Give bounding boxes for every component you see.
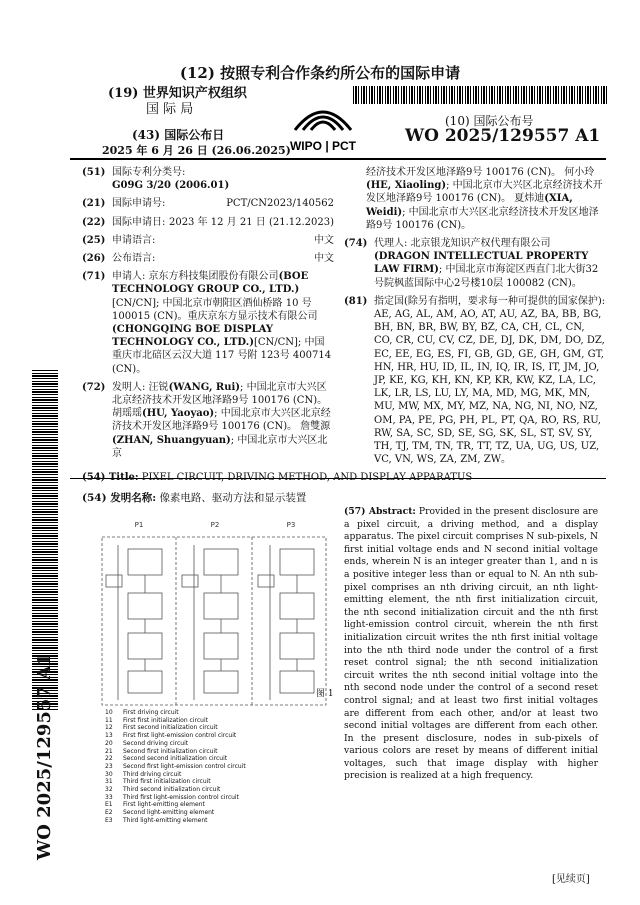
- subpixel-3: [258, 545, 314, 700]
- side-publication-number: WO 2025/129557 A1: [34, 653, 55, 860]
- field-74: (74) 代理人: 北京银龙知识产权代理有限公司(DRAGON INTELLECTUAL PROPERTY LAW FIRM); 中国北京市海淀区西直门北大街32号院枫蓝国际中心2号楼10层 100082 (CN)。: [344, 238, 599, 289]
- pub-lang-label: 公布语言:: [112, 253, 156, 265]
- app-no-label: 国际申请号:: [112, 198, 166, 210]
- figure-label: 图 1: [316, 689, 334, 699]
- filing-lang-label: 申请语言:: [112, 234, 156, 246]
- pubdate-label: (43) 国际公布日: [132, 128, 225, 142]
- inventor-c: ; 中国北京市大兴区北京经济技术开发区地泽路9号 100176 (CN)。 詹雙源: [112, 408, 331, 433]
- publication-number: WO 2025/129557 A1: [405, 126, 601, 146]
- field-71: (71) 申请人: 京东方科技集团股份有限公司(BOE TECHNOLOGY GROUP CO., LTD.)[CN/CN]; 中国北京市朝阳区酒仙桥路 10 号 100015 (CN)。重庆京东方显示技术有限公司(CHONGQING BOE DISPLAY TECHNOLOGY CO., LTD.)[CN/CN]; 中国重庆市北碚区云汉大道 117 号附 123号 400714 (CN)。: [82, 271, 332, 375]
- legend-item: E2 Second light-emitting element: [105, 809, 215, 817]
- subpixel-2: [182, 545, 238, 700]
- biblio-right: [344, 166, 606, 471]
- biblio-left: [82, 166, 334, 465]
- title-en-row: [82, 472, 472, 483]
- abstract-text: Provided in the present disclosure are a pixel circuit, a driving method, and a display apparatus. The pixel circuit comprises N sub-pixels, N first initial voltage ends and N second initial voltage ends, wherein N is an integer greater than 1, and n is a positive integer less than or equal to N. An nth sub-pixel comprises an nth driving circuit, an nth light-emitting element, the nth first initialization circuit, the nth second initialization circuit and the nth first light-emission control circuit, wherein the nth first initialization circuit writes the nth first initial voltage into the nth third node under the control of a first reset control signal; the nth second initialization circuit writes the nth second initial voltage into the nth second node under the control of a second reset control signal; and at least two first initial voltages are different from each other, and/or at least two second initial voltages are different from each other. In the present disclosure, nodes in sub-pixels of various colors are reset by means of different initial voltages, such that image display with higher precision is realized at a high frequency.: [344, 506, 599, 782]
- cont-b: ; 中国北京市大兴区北京经济技术开发区地泽路9号 100176 (CN)。 夏炜迪: [366, 180, 603, 205]
- abstract-label: (57) Abstract:: [344, 506, 416, 517]
- title-cn: 像素电路、驱动方法和显示装置: [159, 492, 307, 504]
- field-22: (22) 国际申请日: 2023 年 12 月 21 日 (21.12.2023): [82, 216, 334, 228]
- field-81: (81) 指定国(除另有指明，要求每一种可提供的国家保护): AE, AG, AL, AM, AO, AT, AU, AZ, BA, BB, BG, BH, BN, BR, BW, BY, BZ, CA, CH, CL, CN, CO, CR, CU, CV, CZ, DE, DJ, DK, DM, DO, DZ, EC, EE, EG, ES, FI, GB, GD, GE, GH, GM, GT, HN, HR, HU, ID, IL, IN, IQ, IR, IS, IT, JM, JO, JP, KE, KG, KH, KN, KP, KR, KW, KZ, LA, LC, LK, LR, LS, LU, LY, MA, MD, MG, MK, MN, MU, MW, MX, MY, MZ, NA, NG, NI, NO, NZ, OM, PA, PE, PG, PH, PL, PT, QA, RO, RS, RU, RW, SA, SC, SD, SE, SG, SK, SL, ST, SV, SY, TH, TJ, TM, TN, TR, TT, TZ, UA, UG, US, UZ, VC, VN, WS, ZA, ZM, ZW。: [344, 295, 606, 466]
- inventor-d: ; 中国北京市大兴区北京: [112, 434, 328, 459]
- barcode-top: [353, 86, 608, 104]
- field-72: (72) 发明人: 汪锐(WANG, Rui); 中国北京市大兴区北京经济技术开发区地泽路9号 100176 (CN)。胡瑶瑶(HU, Yaoyao); 中国北京市大兴区北京经济技术开发区地泽路9号 100176 (CN)。 詹雙源(ZHAN, Shuangyuan); 中国北京市大兴区北京: [82, 381, 331, 459]
- subpixel-1: [106, 545, 162, 700]
- org-bureau: 国 际 局: [146, 102, 194, 117]
- applicant-a-en: (BOE TECHNOLOGY GROUP CO., LTD.): [112, 271, 309, 296]
- cont-c: ; 中国北京市大兴区北京经济技术开发区地泽路9号 100176 (CN)。: [366, 206, 599, 231]
- legend-item: 31 Third first initialization circuit: [105, 778, 211, 786]
- pubdate: 2025 年 6 月 26 日 (26.06.2025): [102, 144, 291, 157]
- legend-item: 33 Third first light-emission control circuit: [105, 793, 239, 801]
- cont-a: 经济技术开发区地泽路9号 100176 (CN)。 何小玲: [366, 167, 595, 178]
- field-21: (21) 国际申请号: PCT/CN2023/140562: [82, 198, 334, 210]
- inventor-a-en: (WANG, Rui): [168, 381, 241, 393]
- designated-states: 指定国(除另有指明，要求每一种可提供的国家保护): AE, AG, AL, AM, AO, AT, AU, AZ, BA, BB, BG, BH, BN, BR, BW, BY, BZ, CA, CH, CL, CN, CO, CR, CU, CV, CZ, DE, DJ, DK, DM, DO, DZ, EC, EE, EG, ES, FI, GB, GD, GE, GH, GM, GT, HN, HR, HU, ID, IL, IN, IQ, IR, IS, IT, JM, JO, JP, KE, KG, KH, KN, KP, KR, KW, KZ, LA, LC, LK, LR, LS, LU, LY, MA, MD, MG, MK, MN, MU, MW, MX, MY, MZ, NA, NG, NI, NO, NZ, OM, PA, PE, PG, PH, PL, PT, QA, RO, RS, RU, RW, SA, SC, SD, SE, SG, SK, SL, ST, SV, SY, TH, TJ, TM, TN, TR, TT, TZ, UA, UG, US, UZ, VC, VN, WS, ZA, ZM, ZW。: [374, 295, 606, 466]
- inventor-continued: [344, 166, 606, 232]
- applicant-a: 申请人: 京东方科技集团股份有限公司: [112, 271, 279, 283]
- ipc-label: 国际专利分类号:: [112, 167, 186, 178]
- filing-lang-value: 中文: [314, 234, 334, 246]
- inventor-b-en: (HU, Yaoyao): [142, 408, 215, 420]
- field-26: (26) 公布语言: 中文: [82, 253, 334, 265]
- legend-item: 10 First driving circuit: [105, 709, 179, 716]
- legend-item: 22 Second second initialization circuit: [105, 755, 228, 763]
- filing-date-value: 2023 年 12 月 21 日 (21.12.2023): [168, 216, 334, 228]
- figure-legend: [105, 709, 246, 825]
- abstract: [344, 506, 598, 783]
- title-cn-row: [82, 490, 306, 505]
- legend-item: 32 Third second initialization circuit: [105, 786, 221, 794]
- applicant-c: [CN/CN]; 中国重庆市北碚区云汉大道 117 号附 123号 400714 (CN)。: [112, 337, 332, 375]
- legend-item: E3 Third light-emitting element: [105, 816, 208, 824]
- legend-item: 30 Third driving circuit: [105, 770, 182, 778]
- inventor-b: ; 中国北京市大兴区北京经济技术开发区地泽路9号 100176 (CN)。胡瑶瑶: [112, 381, 328, 420]
- org-name: (19) 世界知识产权组织: [108, 86, 247, 101]
- title-en-label: (54) Title:: [82, 472, 139, 483]
- cont-a-en: (HE, Xiaoling): [366, 180, 447, 192]
- title-cn-label: (54) 发明名称:: [82, 492, 157, 504]
- circuit-figure: [98, 515, 330, 707]
- field-51: (51) 国际专利分类号: G09G 3/20 (2006.01): [82, 167, 230, 192]
- title-en: PIXEL CIRCUIT, DRIVING METHOD, AND DISPLAY APPARATUS: [141, 472, 473, 483]
- field-25: (25) 申请语言: 中文: [82, 234, 334, 246]
- ipc-value: G09G 3/20 (2006.01): [112, 180, 230, 192]
- legend-item: 20 Second driving circuit: [105, 739, 189, 747]
- document-title: (12) 按照专利合作条约所公布的国际申请: [179, 64, 461, 82]
- legend-item: 11 First first initialization circuit: [105, 716, 208, 724]
- legend-item: 13 First first light-emission control circuit: [105, 732, 237, 740]
- legend-item: 23 Second first light-emission control circuit: [105, 762, 246, 770]
- agent-en: (DRAGON INTELLECTUAL PROPERTY LAW FIRM): [374, 251, 589, 276]
- applicant-b: [CN/CN]; 中国北京市朝阳区酒仙桥路 10 号 100015 (CN)。重庆京东方显示技术有限公司: [112, 297, 318, 322]
- cont-b-en: (XIA, Weidi): [366, 193, 573, 218]
- continued-marker: [见续页]: [552, 874, 590, 885]
- legend-item: 21 Second first initialization circuit: [105, 747, 218, 755]
- fig-label-p1: P1: [134, 521, 144, 529]
- applicant-b-en: (CHONGQING BOE DISPLAY TECHNOLOGY CO., LTD.): [112, 324, 274, 349]
- wipo-logo-text: WIPO | PCT: [289, 139, 357, 153]
- organization: [108, 86, 247, 118]
- agent-a: 代理人: 北京银龙知识产权代理有限公司: [374, 238, 551, 250]
- pub-lang-value: 中文: [314, 253, 334, 265]
- inventor-c-en: (ZHAN, Shuangyuan): [112, 434, 231, 446]
- legend-item: E1 First light-emitting element: [105, 801, 205, 809]
- fig-label-p3: P3: [286, 521, 296, 529]
- filing-date-label: 国际申请日:: [112, 216, 166, 228]
- agent-b: ; 中国北京市海淀区西直门北大街32号院枫蓝国际中心2号楼10层 100082 (CN)。: [374, 264, 599, 289]
- inventor-a: 发明人: 汪锐: [112, 381, 169, 393]
- pubno-label: (10) 国际公布号: [445, 114, 534, 128]
- fig-label-p2: P2: [210, 521, 220, 529]
- divider: [70, 158, 606, 160]
- legend-item: 12 First second initialization circuit: [105, 724, 218, 732]
- app-no-value: PCT/CN2023/140562: [226, 198, 334, 210]
